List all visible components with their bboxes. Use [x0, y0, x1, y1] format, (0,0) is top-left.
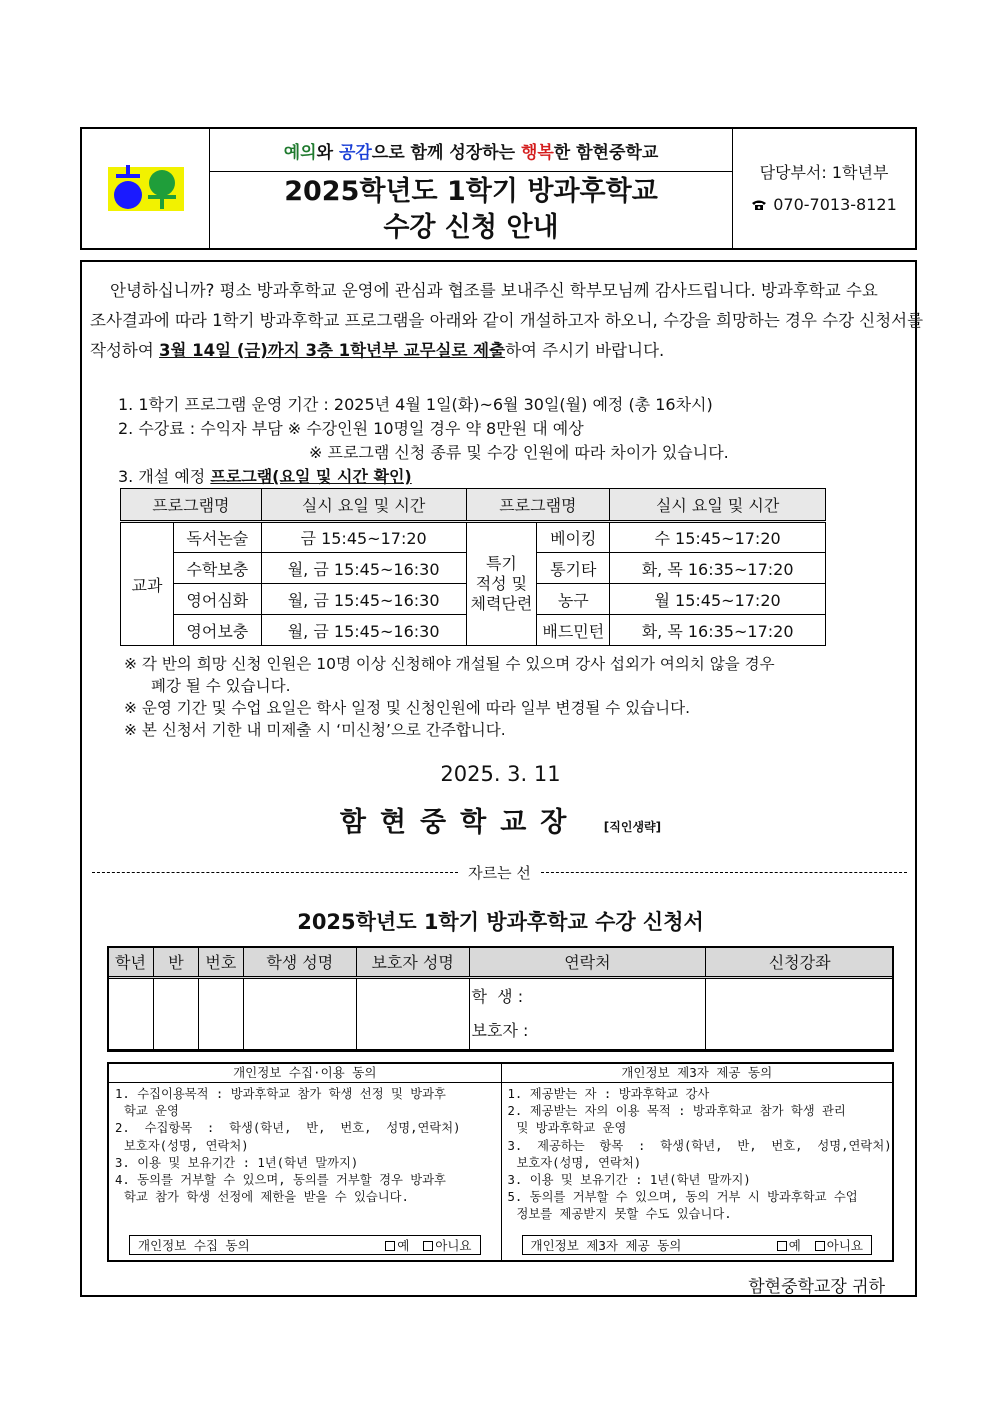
consent-third-party — [501, 1064, 893, 1260]
intro-line-3: 작성하여 3월 14일 (금)까지 3층 1학년부 교무실로 제출하여 주시기 바랍니다. — [90, 341, 665, 360]
note-2: ※ 운영 기간 및 수업 요일은 학사 일정 및 신청인원에 따라 일부 변경될 수 있습니다. — [124, 699, 691, 717]
third-no-checkbox[interactable]: 아니요 — [815, 1236, 863, 1254]
parent-name-field[interactable] — [356, 978, 469, 1050]
contact-info — [733, 129, 915, 248]
header-program-name: 프로그램명 — [121, 489, 262, 522]
info-items — [118, 393, 729, 489]
checkbox-icon — [777, 1241, 787, 1251]
header-parent-name: 보호자 성명 — [356, 947, 469, 978]
intro-line-2: 조사결과에 따라 1학기 방과후학교 프로그램을 아래와 같이 개설하고자 하오니, 수강을 희망하는 경우 수강 신청서를 — [90, 311, 924, 330]
number-field[interactable] — [198, 978, 243, 1050]
intro-paragraph — [90, 276, 924, 366]
header-contact: 연락처 — [469, 947, 706, 978]
issue-date: 2025. 3. 11 — [440, 762, 561, 786]
motto-segment: 와 — [316, 142, 339, 163]
motto-segment: 으로 함께 성장하는 — [371, 142, 521, 163]
program-name: 수학보충 — [173, 553, 261, 584]
seal-note: [직인생략] — [603, 820, 662, 834]
department: 담당부서: 1학년부 — [759, 162, 889, 182]
contact-student-label: 학 생 : — [471, 987, 524, 1006]
program-time: 금 15:45~17:20 — [261, 522, 466, 553]
consent-third-agree — [522, 1235, 873, 1255]
application-input-row — [108, 978, 894, 1050]
program-table-header — [121, 489, 826, 522]
program-name: 베이킹 — [537, 522, 610, 553]
item-programs: 3. 개설 예정 프로그램(요일 및 시간 확인) — [118, 467, 412, 486]
consent-third-agree-label: 개인정보 제3자 제공 동의 — [530, 1238, 682, 1253]
motto-segment: 행복 — [520, 142, 554, 163]
program-table — [120, 488, 826, 646]
program-name: 배드민턴 — [537, 615, 610, 646]
motto-segment: 예의 — [283, 142, 317, 163]
notes — [124, 653, 775, 741]
note-3: ※ 본 신청서 기한 내 미제출 시 ‘미신청’으로 간주합니다. — [124, 721, 506, 739]
program-name: 통기타 — [537, 553, 610, 584]
item-fee: 2. 수강료 : 수익자 부담 ※ 수강인원 10명일 경우 약 8만원 대 예상 — [118, 419, 584, 438]
collect-no-checkbox[interactable]: 아니요 — [423, 1236, 471, 1254]
cut-line-label: 자르는 선 — [468, 864, 531, 882]
program-time: 월 15:45~17:20 — [610, 584, 826, 615]
program-name: 독서논술 — [173, 522, 261, 553]
contact-field[interactable] — [469, 978, 706, 1050]
header-student-name: 학생 성명 — [243, 947, 356, 978]
consent-collect-agree — [129, 1235, 481, 1255]
class-field[interactable] — [153, 978, 198, 1050]
collect-yes-checkbox[interactable]: 예 — [385, 1236, 409, 1254]
program-name: 영어보충 — [173, 615, 261, 646]
phone-number: 070-7013-8121 — [773, 194, 897, 214]
application-table — [107, 946, 894, 1050]
program-time: 화, 목 16:35~17:20 — [610, 553, 826, 584]
checkbox-icon — [815, 1241, 825, 1251]
program-time: 월, 금 15:45~16:30 — [261, 553, 466, 584]
student-name-field[interactable] — [243, 978, 356, 1050]
note-1-cont: 폐강 될 수 있습니다. — [151, 677, 291, 695]
form-title: 2025학년도 1학기 방과후학교 수강 신청서 — [297, 910, 704, 934]
consent-collect-title: 개인정보 수집·이용 동의 — [109, 1064, 501, 1083]
school-logo — [82, 129, 210, 248]
telephone-icon — [751, 199, 767, 211]
header-schedule: 실시 요일 및 시간 — [261, 489, 466, 522]
group-subject: 교과 — [121, 522, 174, 646]
program-time: 수 15:45~17:20 — [610, 522, 826, 553]
school-logo-icon — [106, 161, 186, 217]
grade-field[interactable] — [108, 978, 154, 1050]
phone-row — [751, 189, 897, 221]
program-name: 농구 — [537, 584, 610, 615]
document-header — [80, 127, 917, 250]
table-row — [121, 522, 826, 553]
title-line-2: 수강 신청 안내 — [383, 212, 559, 243]
cut-line — [92, 862, 907, 883]
course-field[interactable] — [706, 978, 894, 1050]
deadline-text: 3월 14일 (금)까지 3층 1학년부 교무실로 제출 — [159, 341, 506, 360]
intro-line-1: 안녕하십니까? 평소 방과후학교 운영에 관심과 협조를 보내주신 학부모님께 감사드립니다. 방과후학교 수요 — [110, 281, 878, 300]
consent-third-title: 개인정보 제3자 제공 동의 — [502, 1064, 893, 1083]
header-number: 번호 — [198, 947, 243, 978]
consent-section — [107, 1062, 894, 1262]
checkbox-icon — [385, 1241, 395, 1251]
third-yes-checkbox[interactable]: 예 — [777, 1236, 801, 1254]
notice-body — [80, 260, 924, 1297]
program-name: 영어심화 — [173, 584, 261, 615]
consent-collect — [109, 1064, 501, 1260]
school-motto — [210, 129, 732, 172]
title-line-1: 2025학년도 1학기 방과후학교 — [284, 176, 658, 207]
consent-collect-agree-label: 개인정보 수집 동의 — [138, 1238, 250, 1253]
group-special: 특기 적성 및 체력단련 — [466, 522, 537, 646]
contact-parent-label: 보호자 : — [471, 1021, 529, 1040]
recipient: 함현중학교장 귀하 — [748, 1277, 885, 1297]
motto-segment: 한 함현중학교 — [553, 142, 659, 163]
program-time: 월, 금 15:45~16:30 — [261, 615, 466, 646]
application-header — [108, 947, 894, 978]
header-class: 반 — [153, 947, 198, 978]
motto-segment: 공감 — [338, 142, 372, 163]
program-time: 월, 금 15:45~16:30 — [261, 584, 466, 615]
header-grade: 학년 — [108, 947, 154, 978]
principal-signature: 함현중학교장 [직인생략] — [339, 807, 662, 838]
item-fee-note: ※ 프로그램 신청 종류 및 수강 인원에 따라 차이가 있습니다. — [309, 443, 729, 462]
checkbox-icon — [423, 1241, 433, 1251]
header-schedule-2: 실시 요일 및 시간 — [610, 489, 826, 522]
program-time: 화, 목 16:35~17:20 — [610, 615, 826, 646]
item-period: 1. 1학기 프로그램 운영 기간 : 2025년 4월 1일(화)~6월 30일(월) 예정 (총 16차시) — [118, 395, 713, 414]
document-title — [210, 172, 732, 248]
consent-collect-body: 1. 수집이용목적 : 방과후학교 참가 학생 선정 및 방과후 학교 운영 2. 수집항목 : 학생(학년, 반, 번호, 성명,연락처) 보호자(성명, 연락처) 3. 이용 및 보유기간 : 1년(학년 말까지) 4. 동의를 거부할 수 있으며, 동의를 거부할 경우 방과후 학교 참가 학생 선정에 제한을 받을 수 있습니다. — [115, 1087, 461, 1205]
header-course: 신청강좌 — [706, 947, 894, 978]
note-1: ※ 각 반의 희망 신청 인원은 10명 이상 신청해야 개설될 수 있으며 강사 섭외가 여의치 않을 경우 — [124, 655, 775, 673]
consent-third-body: 1. 제공받는 자 : 방과후학교 강사 2. 제공받는 자의 이용 목적 : 방과후학교 참가 학생 관리 및 방과후학교 운영 3. 제공하는 항목 : 학생(학년, 반, 번호, 성명,연락처) 보호자(성명, 연락처) 3. 이용 및 보유기간 : 1년(학년 말까지) 5. 동의를 거부할 수 있으며, 동의 거부 시 방과후학교 수업 정보를 제공받지 못할 수도 있습니다. — [507, 1087, 892, 1222]
header-program-name-2: 프로그램명 — [466, 489, 610, 522]
